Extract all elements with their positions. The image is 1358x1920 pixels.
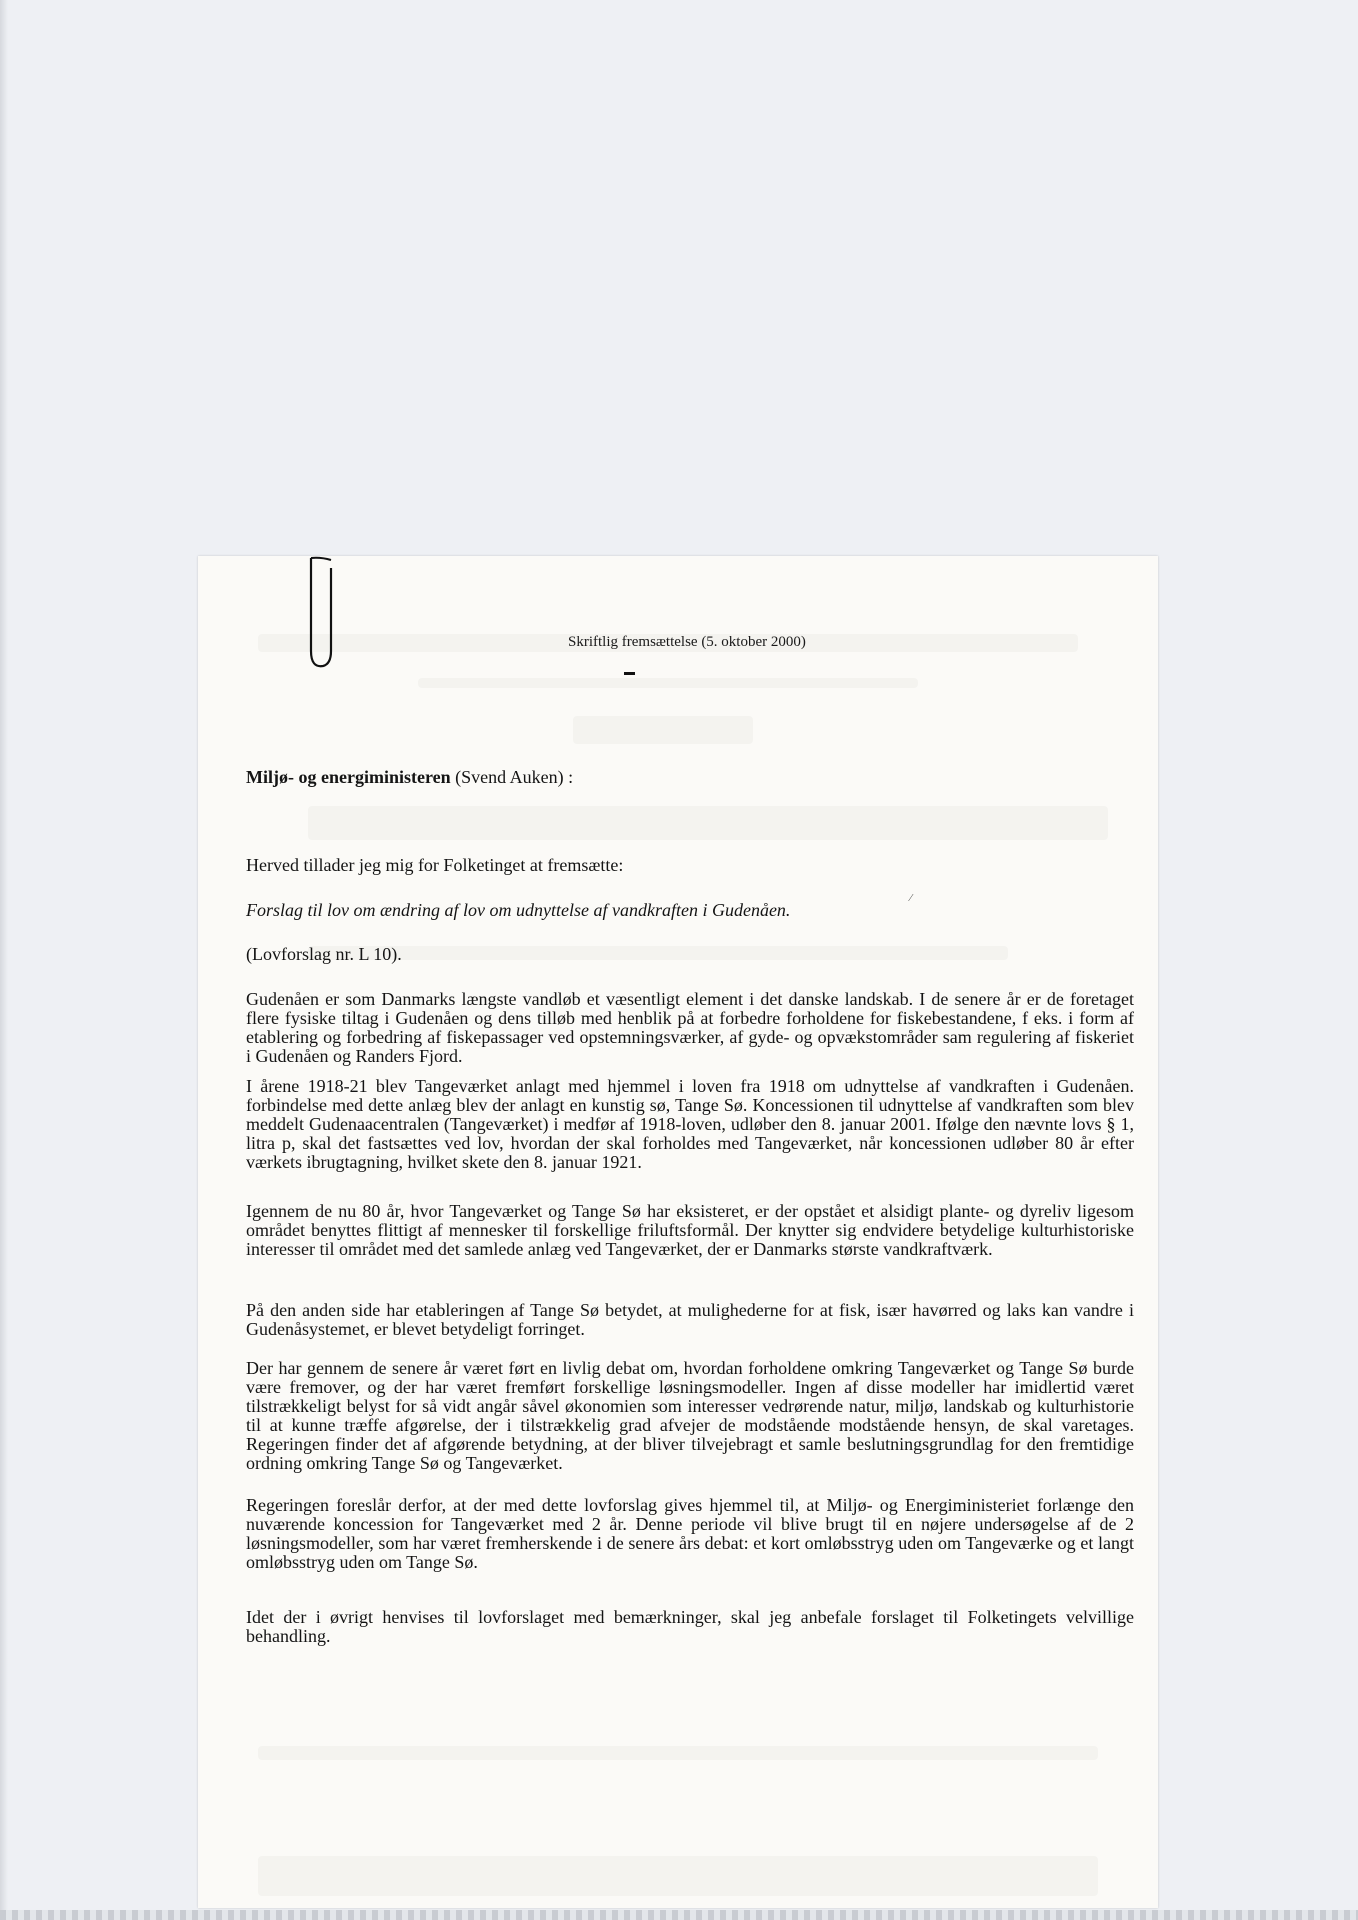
paragraph [246, 1301, 1134, 1339]
paragraph-text: Gudenåen er som Danmarks længste vandløb et væsentligt element i det danske landskab. I de senere år er de foretaget flere fysiske tiltag i Gudenåen og dens tilløb med henblik på at forbedre forholdene for fiskebestandene, f eks. i form af etablering og forbedring af fiskepassager ved opstemningsværker, af gyde- og opvækstområder sam regulering af fiskeriet i Gudenåen og Randers Fjord. [246, 989, 1134, 1066]
tick-mark: ⁄ [910, 893, 912, 904]
bill-title: Forslag til lov om ændring af lov om udnyttelse af vandkraften i Gudenåen. [246, 900, 791, 920]
paragraph-text: I årene 1918-21 blev Tangeværket anlagt med hjemmel i loven fra 1918 om udnyttelse af vandkraften i Gudenåen. forbindelse med dette anlæg blev der anlagt en kunstig sø, Tange Sø. Koncessionen til udnyttelse af vandkraften som blev meddelt Gudenaacentralen (Tangeværket) i medfør af 1918-loven, udløber den 8. januar 2001. Ifølge den nævnte lovs § 1, litra p, skal det fastsættes ved lov, hvordan der skal forholdes med Tangeværket, når koncessionen udløber 80 år efter værkets ibrugtagning, hvilket skete den 8. januar 1921. [246, 1076, 1134, 1172]
paragraph [246, 1496, 1134, 1572]
paragraph-text: På den anden side har etableringen af Tange Sø betydet, at mulighederne for at fisk, især havørred og laks kan vandre i Gudenåsystemet, er blevet betydeligt forringet. [246, 1300, 1134, 1339]
minister-title: Miljø- og energiministeren [246, 767, 451, 787]
paragraph-text: Regeringen foreslår derfor, at der med dette lovforslag gives hjemmel til, at Miljø- og Energiministeriet forlænge den nuværende koncession for Tangeværket med 2 år. Denne periode vil blive brugt til en nøjere undersøgelse af de 2 løsningsmodeller, som har været fremherskende i de senere års debat: et kort omløbsstryg uden om Tangeværke og et langt omløbsstryg uden om Tange Sø. [246, 1495, 1134, 1572]
scan-edge-bottom [0, 1910, 1358, 1920]
scan-edge-left [0, 0, 8, 1920]
paragraph [246, 1359, 1134, 1473]
paragraph [246, 990, 1134, 1066]
bill-number: (Lovforslag nr. L 10). [246, 944, 402, 964]
paragraph [246, 1202, 1134, 1259]
header-submission-date: Skriftlig fremsættelse (5. oktober 2000) [568, 634, 806, 650]
minister-line [246, 768, 1134, 787]
intro-text: Herved tillader jeg mig for Folketinget at fremsætte: [246, 855, 624, 875]
paragraph [246, 1608, 1134, 1646]
paragraph-text: Der har gennem de senere år været ført en livlig debat om, hvordan forholdene omkring Tangeværket og Tange Sø burde være fremover, og der har været fremført forskellige løsningsmodeller. Ingen af disse modeller har imidlertid været tilstrækkeligt belyst for så vidt angår såvel økonomien som interesser vedrørende natur, miljø, landskab og kulturhistorie til at kunne træffe afgørelse, der i tilstrækkelig grad afvejer de modstående modstående hensyn, de skal varetages. Regeringen finder det af afgørende betydning, at der bliver tilvejebragt et samle beslutningsgrundlag for den fremtidige ordning omkring Tange Sø og Tangeværket. [246, 1358, 1134, 1473]
paragraph-text: Igennem de nu 80 år, hvor Tangeværket og Tange Sø har eksisteret, er der opstået et alsidigt plante- og dyreliv ligesom området benyttes flittigt af mennesker til forskellige friluftsformål. Der knytter sig endvidere betydelige kulturhistoriske interesser til området med det samlede anlæg ved Tangeværket, der er Danmarks største vandkraftværk. [246, 1201, 1134, 1259]
paperclip-icon [301, 556, 335, 671]
minister-name: (Svend Auken) : [450, 767, 574, 787]
paragraph-text: Idet der i øvrigt henvises til lovforslaget med bemærkninger, skal jeg anbefale forslaget til Folketingets velvillige behandling. [246, 1607, 1134, 1646]
paragraph [246, 1077, 1134, 1172]
dash-mark [624, 672, 635, 675]
document-page [198, 556, 1158, 1908]
